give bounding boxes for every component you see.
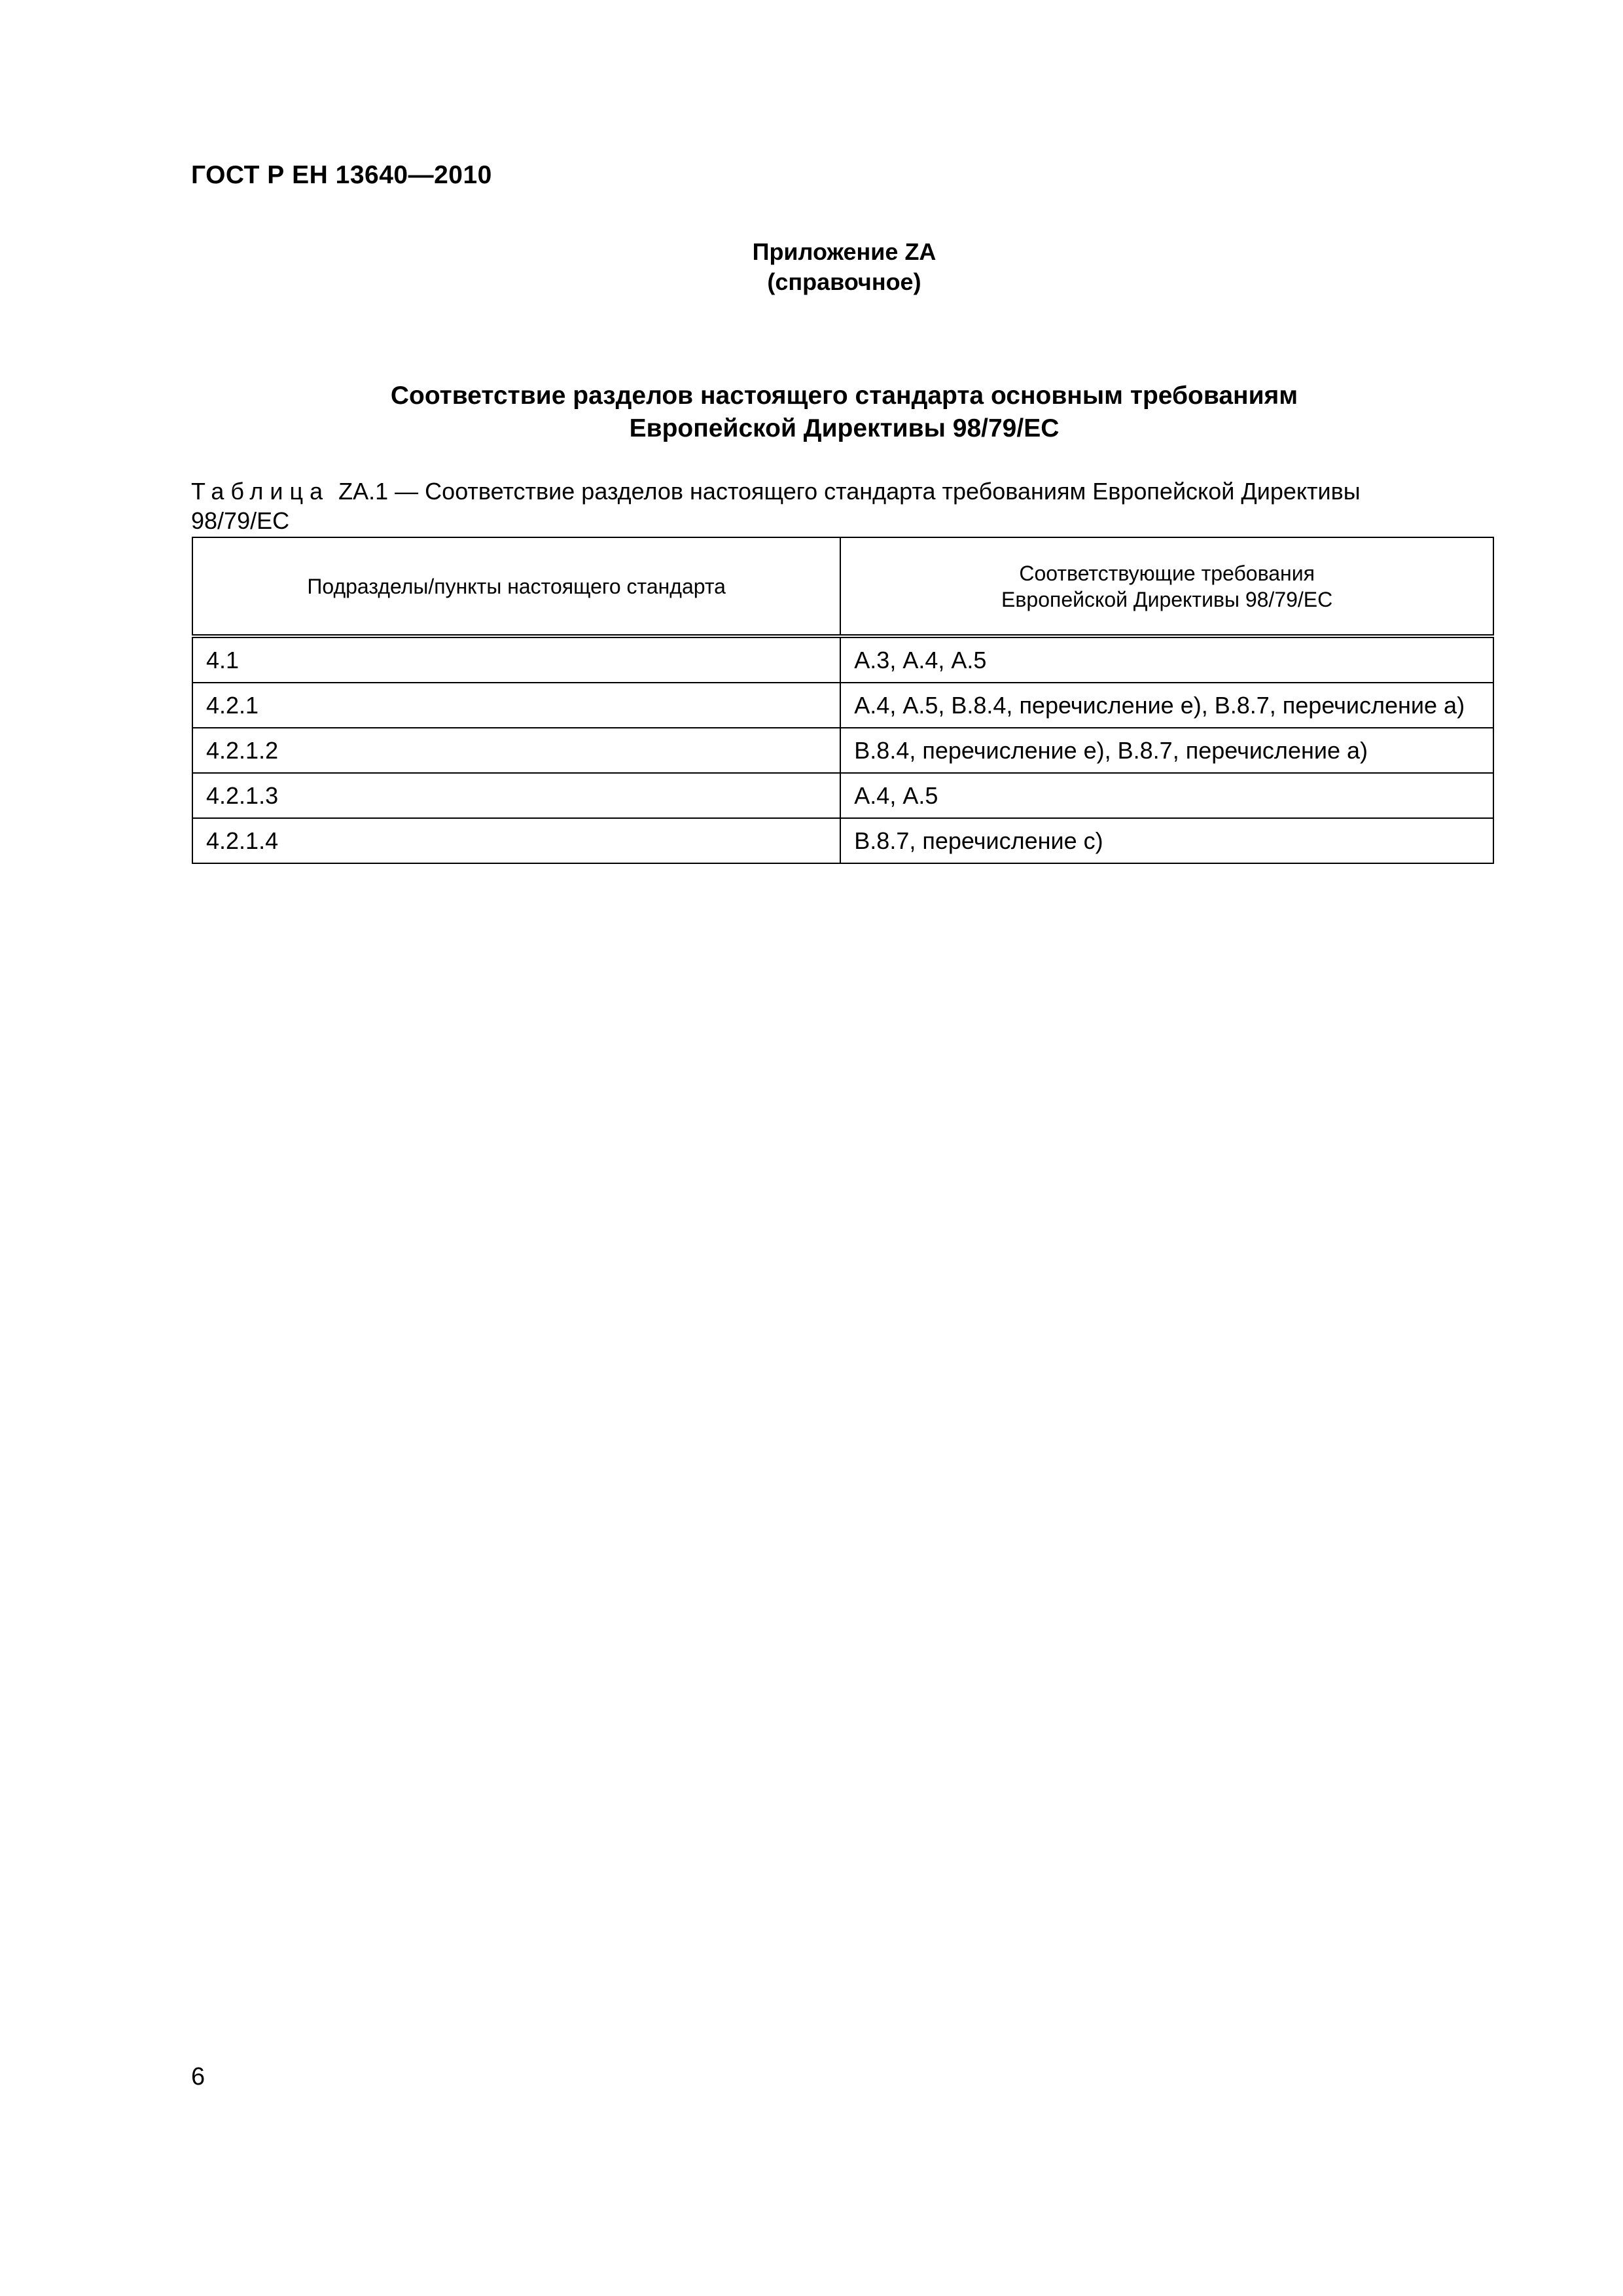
requirement-cell: А.3, А.4, А.5 <box>840 636 1493 683</box>
appendix-title: Приложение ZA <box>752 238 936 265</box>
requirement-cell: В.8.4, перечисление е), В.8.7, перечисление а) <box>840 728 1493 773</box>
table-row <box>192 818 1493 863</box>
requirement-cell: А.4, А.5, В.8.4, перечисление е), В.8.7, перечисление а) <box>840 683 1493 728</box>
table-header-row <box>192 537 1493 636</box>
table-header-requirements <box>840 537 1493 636</box>
clause-cell: 4.2.1 <box>192 683 840 728</box>
table-header-requirements-line-2: Европейской Директивы 98/79/ЕС <box>1001 587 1333 611</box>
requirement-cell: А.4, А.5 <box>840 773 1493 818</box>
clause-cell: 4.2.1.2 <box>192 728 840 773</box>
requirement-cell: В.8.7, перечисление с) <box>840 818 1493 863</box>
section-title-line-2: Европейской Директивы 98/79/ЕС <box>629 414 1060 442</box>
clause-cell: 4.2.1.3 <box>192 773 840 818</box>
document-code: ГОСТ Р ЕН 13640—2010 <box>191 161 492 189</box>
table-header-clauses <box>192 537 840 636</box>
table-row <box>192 773 1493 818</box>
section-title <box>0 380 1623 445</box>
table-row <box>192 728 1493 773</box>
table-header-requirements-line-1: Соответствующие требования <box>1019 561 1315 585</box>
appendix-status: (справочное) <box>767 268 921 295</box>
table-header-clauses-label: Подразделы/пункты настоящего стандарта <box>307 574 726 598</box>
appendix-heading <box>0 237 1623 297</box>
table-row <box>192 683 1493 728</box>
table-caption-label: Таблица <box>191 478 330 505</box>
page-number: 6 <box>191 2063 205 2090</box>
table-caption <box>191 476 1493 535</box>
requirements-table <box>192 537 1494 864</box>
clause-cell: 4.2.1.4 <box>192 818 840 863</box>
table-caption-continuation: 98/79/ЕС <box>191 507 290 534</box>
section-title-line-1: Соответствие разделов настоящего стандарта основным требованиям <box>390 382 1298 410</box>
clause-cell: 4.1 <box>192 636 840 683</box>
table-row <box>192 636 1493 683</box>
table-caption-text: ZA.1 — Соответствие разделов настоящего стандарта требованиям Европейской Директивы <box>338 478 1361 505</box>
